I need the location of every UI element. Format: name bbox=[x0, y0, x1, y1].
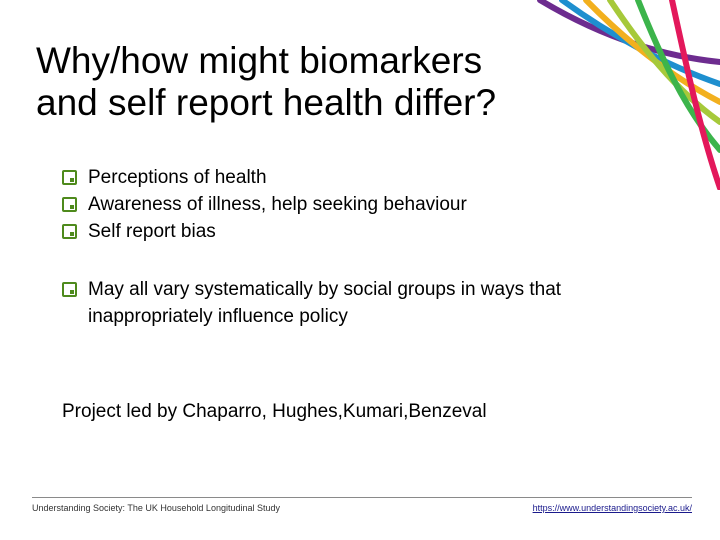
checkbox-bullet-icon bbox=[62, 282, 77, 297]
project-credit: Project led by Chaparro, Hughes,Kumari,Benzeval bbox=[62, 401, 487, 422]
bullet-item bbox=[62, 276, 682, 330]
bullet-text: Awareness of illness, help seeking behaviour bbox=[88, 194, 467, 215]
bullet-item bbox=[62, 218, 682, 245]
footer-website-link[interactable]: https://www.understandingsociety.ac.uk/ bbox=[532, 503, 692, 513]
checkbox-bullet-icon bbox=[62, 224, 77, 239]
footer-divider bbox=[32, 497, 692, 498]
bullet-text: Self report bias bbox=[88, 221, 216, 242]
bullet-item bbox=[62, 164, 682, 191]
slide-title bbox=[36, 40, 576, 124]
slide-title-line-2: and self report health differ? bbox=[36, 82, 497, 123]
bullet-list bbox=[62, 164, 682, 330]
bullet-text: May all vary systematically by social groups in ways that inappropriately influence policy bbox=[88, 279, 562, 327]
checkbox-bullet-icon bbox=[62, 170, 77, 185]
slide-title-line-1: Why/how might biomarkers bbox=[36, 40, 483, 81]
footer-study-name: Understanding Society: The UK Household Longitudinal Study bbox=[32, 503, 280, 513]
bullet-item bbox=[62, 191, 682, 218]
bullet-text: Perceptions of health bbox=[88, 167, 267, 188]
checkbox-bullet-icon bbox=[62, 197, 77, 212]
